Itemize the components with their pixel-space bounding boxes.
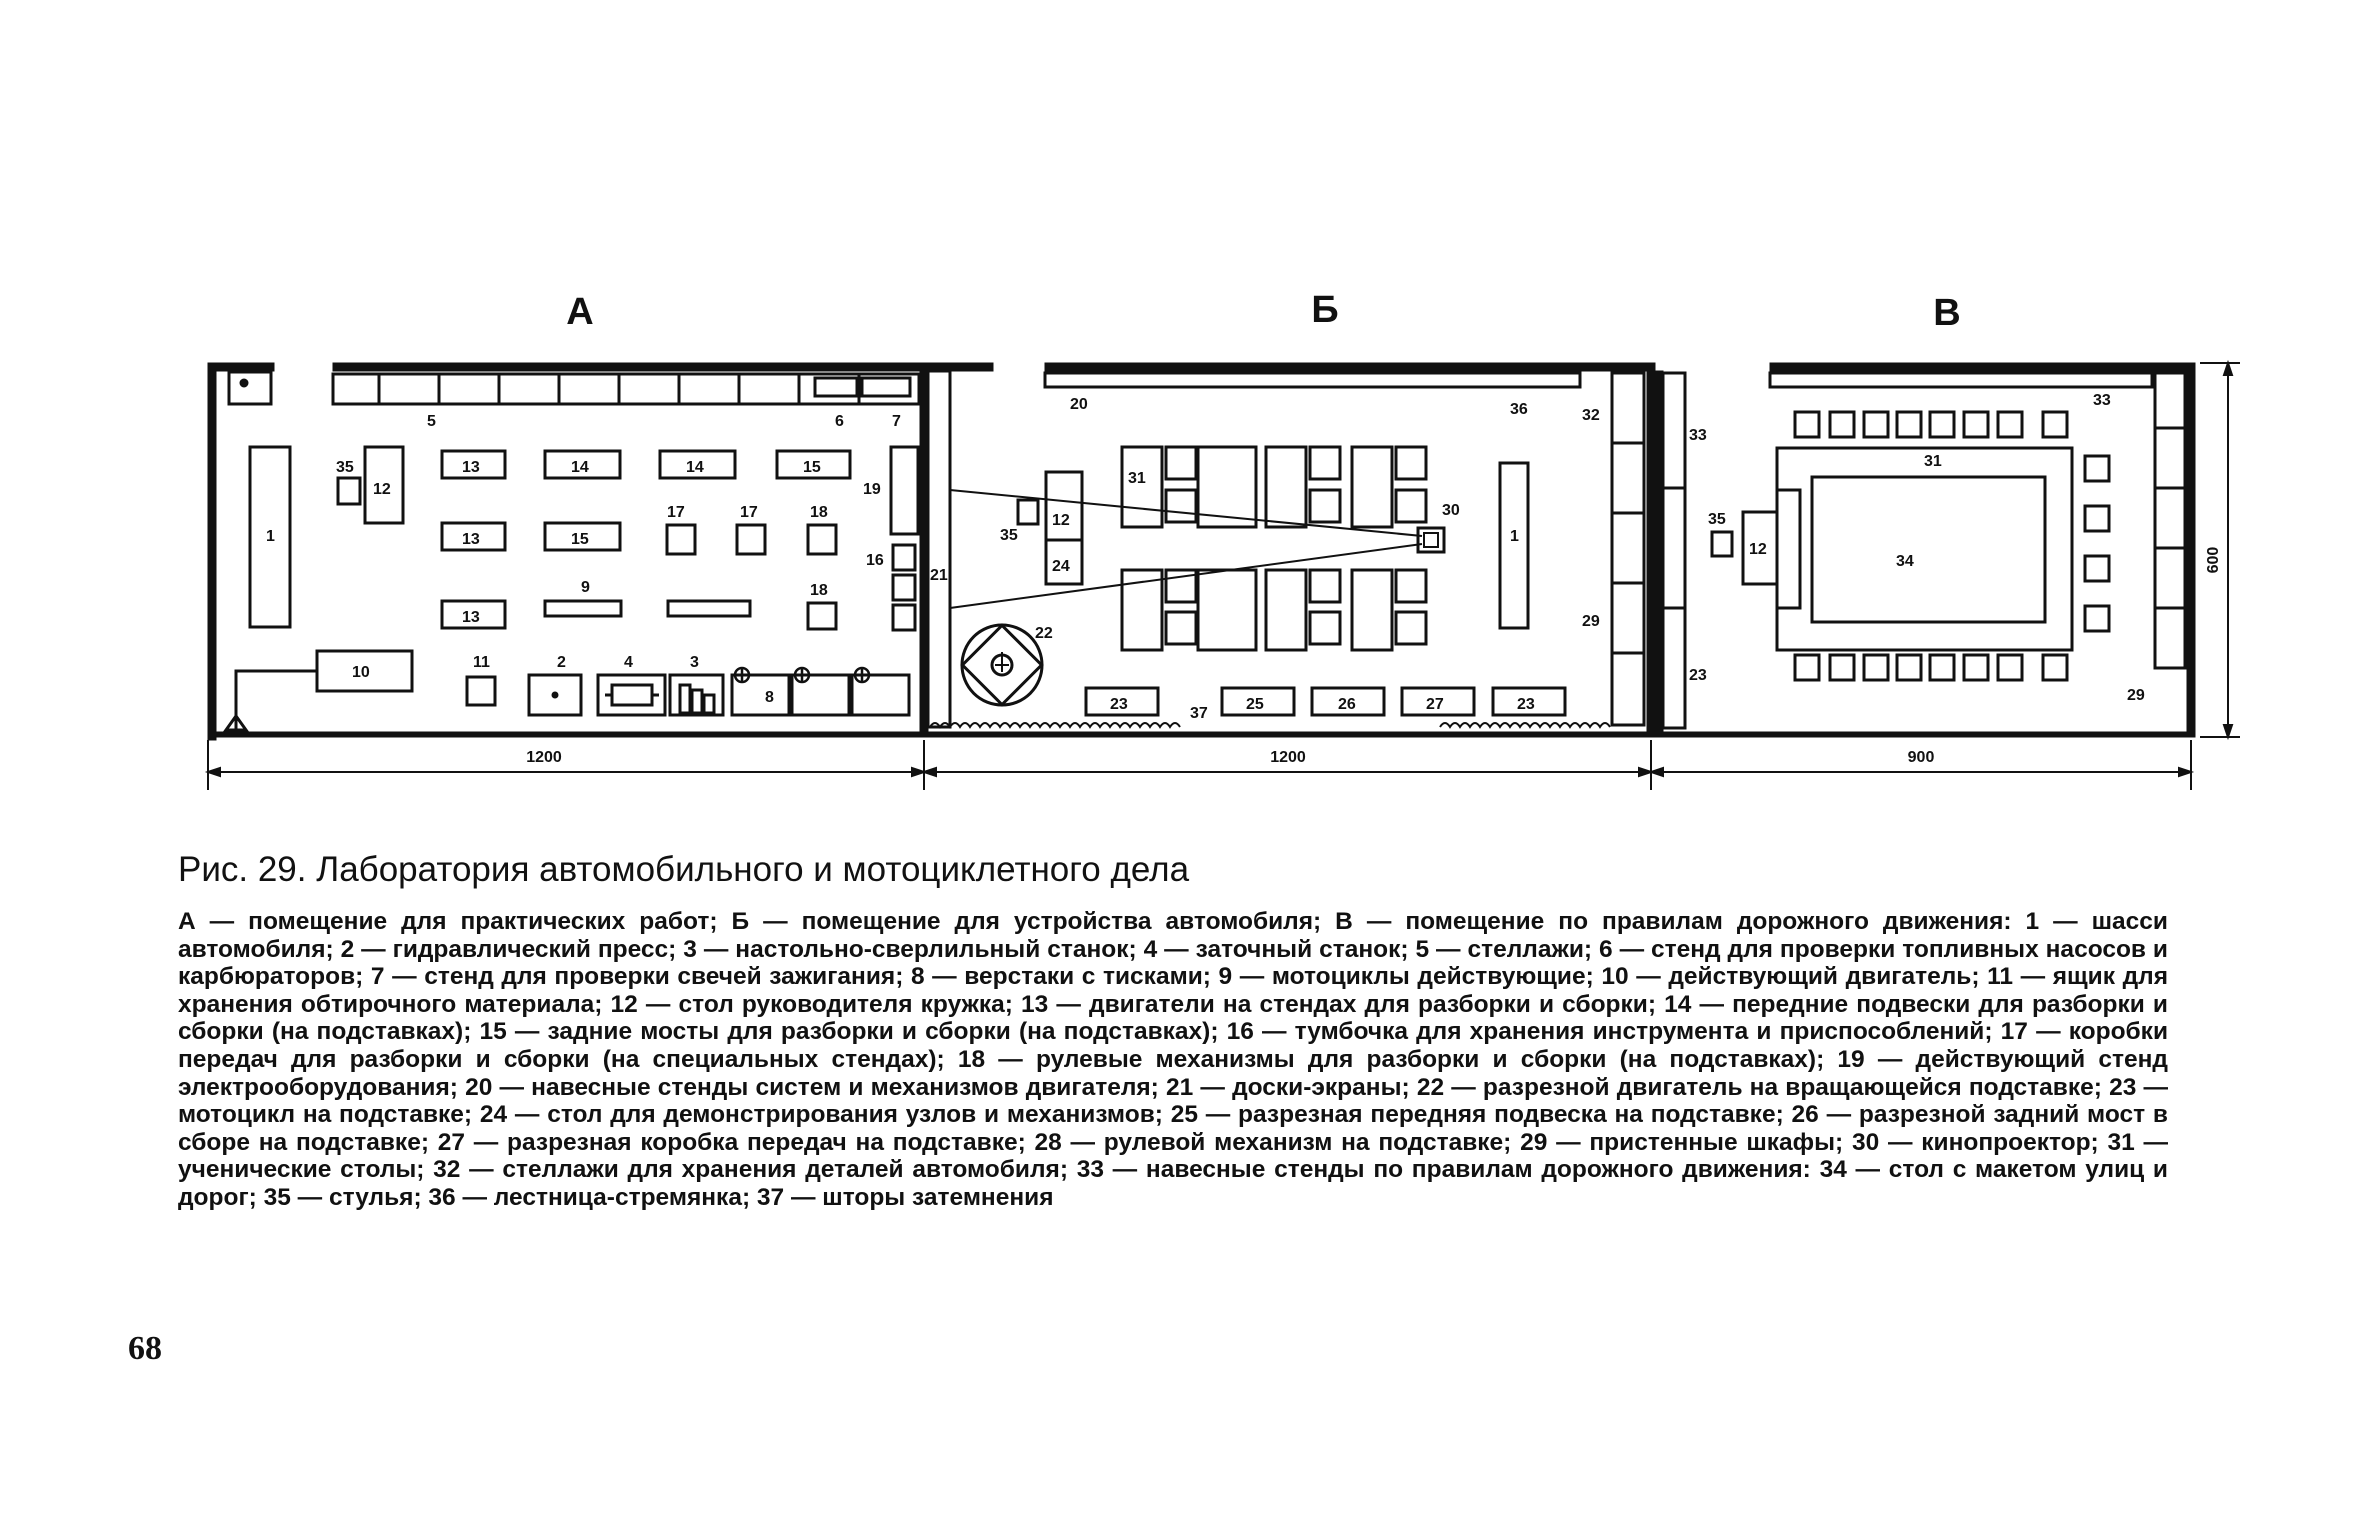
label-36: 36 xyxy=(1510,401,1528,418)
gearbox-17b xyxy=(737,525,765,554)
label-12-v: 12 xyxy=(1749,541,1767,558)
label-24: 24 xyxy=(1052,558,1070,575)
map-table-34 xyxy=(1812,477,2045,622)
room-a-wall-top xyxy=(333,363,993,371)
label-29: 29 xyxy=(1582,613,1600,630)
figure-caption xyxy=(178,850,2168,1212)
label-3: 3 xyxy=(690,654,699,671)
drill-3-icon xyxy=(680,685,690,713)
label-35: 35 xyxy=(336,459,354,476)
label-18b: 18 xyxy=(810,582,828,599)
figure-legend: А — помещение для практических работ; Б — помещение для устройства автомобиля; В — помещение по правилам дорожного движения: 1 — шасси автомобиля; 2 — гидравлический пресс; 3 — настольно-сверлильный станок; 4 — заточный станок; 5 — стеллажи; 6 — стенд для проверки топливных насосов и карбюраторов; 7 — стенд для проверки свечей зажигания; 8 — верстаки с тисками; 9 — мотоциклы действующие; 10 — действующий двигатель; 11 — ящик для хранения обтирочного материала; 12 — стол руководителя кружка; 13 — двигатели на стендах для разборки и сборки; 14 — передние подвески для разборки и сборки (на подставках); 15 — задние мосты для разборки и сборки (на подставках); 16 — тумбочка для хранения инструмента и приспособлений; 17 — коробки передач для разборки и сборки (на специальных стендах); 18 — рулевые механизмы для разборки и сборки (на подставках); 19 — действующий стенд электрооборудования; 20 — навесные стенды систем и механизмов двигателя; 21 — доски-экраны; 22 — разрезной двигатель на вращающейся подставке; 23 — мотоцикл на подставке; 24 — стол для демонстрирования узлов и механизмов; 25 — разрезная передняя подвеска на подставке; 26 — разрезной задний мост в сборе на подставке; 27 — разрезная коробка передач на подставке; 28 — рулевой механизм на подставке; 29 — пристенные шкафы; 30 — кинопроектор; 31 — ученические столы; 32 — стеллажи для хранения деталей автомобиля; 33 — навесные стенды по правилам дорожного движения: 34 — стол с макетом улиц и дорог; 35 — стулья; 36 — лестница-стремянка; 37 — шторы затемнения xyxy=(178,908,2168,1211)
label-33-top: 33 xyxy=(2093,392,2111,409)
label-15b: 15 xyxy=(571,531,589,548)
label-8: 8 xyxy=(765,689,774,706)
figure-title: Рис. 29. Лаборатория автомобильного и мотоциклетного дела xyxy=(178,850,1190,889)
racks-5 xyxy=(333,374,919,404)
label-12-b: 12 xyxy=(1052,512,1070,529)
label-31-v: 31 xyxy=(1924,453,1942,470)
steering-18b xyxy=(808,603,836,629)
sink-icon xyxy=(229,372,271,404)
traffic-stands-33-top xyxy=(1770,373,2152,387)
label-6: 6 xyxy=(835,413,844,430)
room-b-title: Б xyxy=(1311,289,1339,331)
room-a-wall-top-left xyxy=(208,363,274,371)
projector-30 xyxy=(1418,528,1444,552)
label-2: 2 xyxy=(557,654,566,671)
wall-stands-20 xyxy=(1045,373,1580,387)
dim-room-v: 900 xyxy=(1907,749,1935,766)
chassis-1-b xyxy=(1500,463,1528,628)
desk-12-b xyxy=(1046,472,1082,540)
label-32: 32 xyxy=(1582,407,1600,424)
label-33-left: 33 xyxy=(1689,427,1707,444)
gearbox-17a xyxy=(667,525,695,554)
room-v xyxy=(1655,363,2195,737)
student-desks-31-lower xyxy=(1122,570,1426,650)
label-20: 20 xyxy=(1070,396,1088,413)
label-21: 21 xyxy=(930,567,948,584)
dim-depth: 600 xyxy=(2205,546,2222,574)
cabinet-16a xyxy=(893,545,915,570)
chairs-35-ring xyxy=(1795,412,2109,680)
screen-board-21 xyxy=(928,371,950,727)
label-18a: 18 xyxy=(810,504,828,521)
grinder-4-icon xyxy=(612,685,652,705)
label-1-b: 1 xyxy=(1510,528,1519,545)
sink-drain-icon xyxy=(240,379,248,387)
label-13b: 13 xyxy=(462,531,480,548)
shelving-32 xyxy=(1612,373,1644,725)
label-31: 31 xyxy=(1128,470,1146,487)
label-29-v: 29 xyxy=(2127,687,2145,704)
press-2-icon xyxy=(552,692,558,698)
label-1: 1 xyxy=(266,528,275,545)
room-v-wall-top xyxy=(1770,363,2195,371)
label-16: 16 xyxy=(866,552,884,569)
label-4: 4 xyxy=(624,654,633,671)
room-b-wall-right xyxy=(1647,371,1655,737)
label-30: 30 xyxy=(1442,502,1460,519)
label-23-v: 23 xyxy=(1689,667,1707,684)
blackout-curtains-37 xyxy=(930,723,1610,727)
label-22: 22 xyxy=(1035,625,1053,642)
label-23a: 23 xyxy=(1110,696,1128,713)
box-11 xyxy=(467,677,495,705)
label-35-v: 35 xyxy=(1708,511,1726,528)
motorcycle-9a xyxy=(545,601,621,616)
room-v-title: В xyxy=(1933,292,1961,334)
label-5: 5 xyxy=(427,413,436,430)
cabinet-16b xyxy=(893,575,915,600)
label-27: 27 xyxy=(1426,696,1444,713)
label-13a: 13 xyxy=(462,459,480,476)
dimension-lines xyxy=(208,363,2240,790)
chair-35-b xyxy=(1018,500,1038,524)
room-a xyxy=(208,363,993,740)
label-7: 7 xyxy=(892,413,901,430)
label-37: 37 xyxy=(1190,705,1208,722)
label-9: 9 xyxy=(581,579,590,596)
label-13c: 13 xyxy=(462,609,480,626)
label-11: 11 xyxy=(473,654,490,671)
label-26: 26 xyxy=(1338,696,1356,713)
chair-35-v xyxy=(1712,532,1732,556)
label-19: 19 xyxy=(863,481,881,498)
dim-room-b: 1200 xyxy=(1270,749,1306,766)
student-desks-31-upper xyxy=(1122,447,1426,527)
room-a-title: А xyxy=(566,291,594,333)
steering-18a xyxy=(808,525,836,554)
page-number: 68 xyxy=(128,1330,162,1367)
room-v-wall-bottom xyxy=(1655,732,2195,737)
label-17b: 17 xyxy=(740,504,758,521)
motorcycle-9b xyxy=(668,601,750,616)
stand-19 xyxy=(891,447,918,534)
dim-room-a: 1200 xyxy=(526,749,562,766)
label-25: 25 xyxy=(1246,696,1264,713)
room-b-wall-top xyxy=(1045,363,1655,371)
room-a-wall-bottom xyxy=(208,732,928,737)
label-34: 34 xyxy=(1896,553,1914,570)
engine-10-exhaust xyxy=(236,671,317,730)
cabinet-16c xyxy=(893,605,915,630)
label-14a: 14 xyxy=(571,459,589,476)
label-12: 12 xyxy=(373,481,391,498)
traffic-stands-33-left xyxy=(1663,373,1685,728)
cabinets-29-v xyxy=(2155,373,2185,668)
room-v-wall-right xyxy=(2187,363,2195,737)
label-15a: 15 xyxy=(803,459,821,476)
chair-35 xyxy=(338,478,360,504)
room-b xyxy=(920,363,1655,737)
room-b-wall-bottom xyxy=(920,732,1655,737)
label-17a: 17 xyxy=(667,504,685,521)
room-a-wall-left xyxy=(208,363,216,740)
label-10: 10 xyxy=(352,664,370,681)
label-23b: 23 xyxy=(1517,696,1535,713)
label-14b: 14 xyxy=(686,459,704,476)
label-35-b: 35 xyxy=(1000,527,1018,544)
